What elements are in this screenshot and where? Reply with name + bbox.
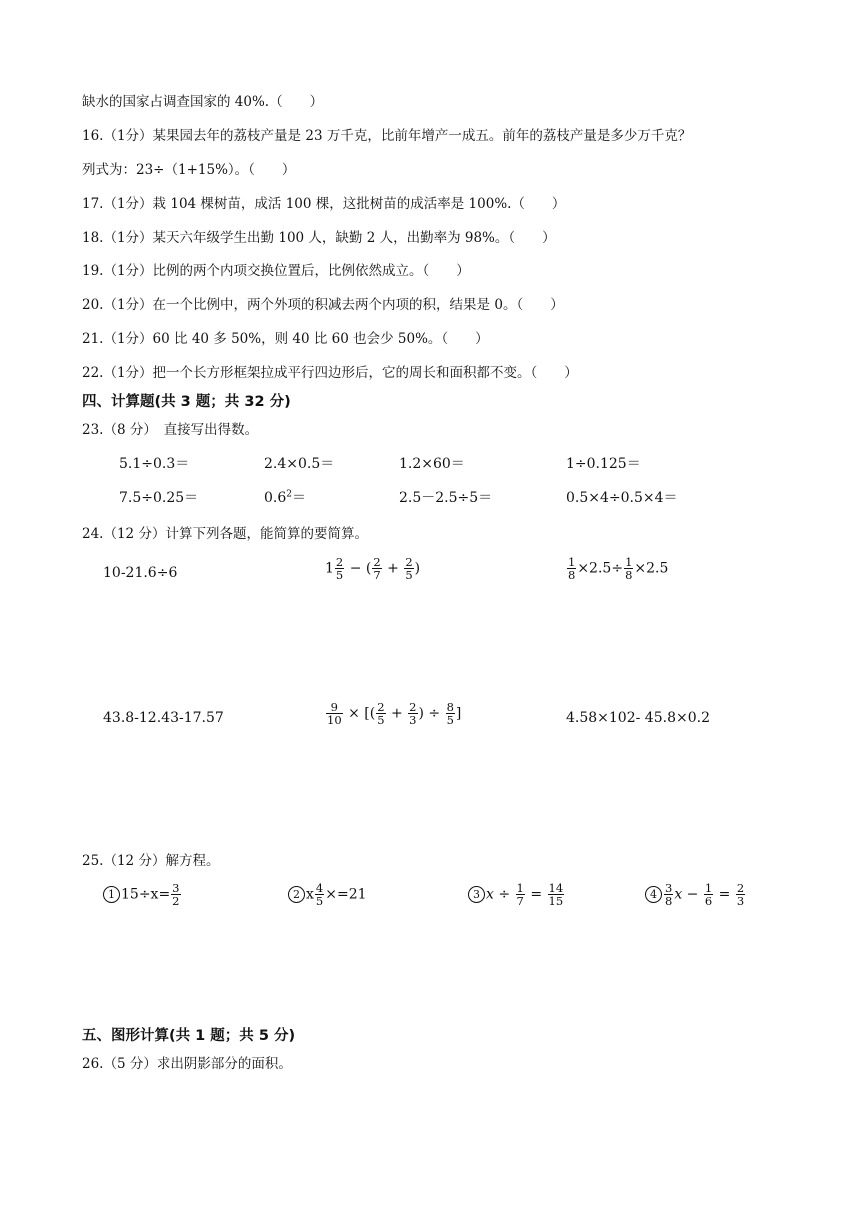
- question-16: 16.（1分）某果园去年的荔枝产量是 23 万千克，比前年增产一成五。前年的荔枝产量是多少万千克？: [82, 128, 692, 144]
- question-18: 18.（1分）某天六年级学生出勤 100 人，缺勤 2 人，出勤率为 98%。（ ）: [82, 230, 556, 246]
- q25-equation-1: 1 15÷x= $\frac{3}{2}$: [103, 882, 182, 907]
- question-22: 22.（1分）把一个长方形框架拉成平行四边形后，它的周长和面积都不变。（ ）: [82, 365, 578, 381]
- circled-number-2: 2: [288, 886, 305, 903]
- q23-item-7: 2.5－2.5÷5＝: [399, 490, 493, 506]
- question-16-formula: 列式为：23÷（1+15%）。（ ）: [82, 162, 296, 178]
- q24-expr-5: $\frac{9}{10}$ × [( $\frac{2}{5}$ + $\frac{2}{3}$ ) ÷ $\frac{8}{5}$ ]: [327, 700, 462, 728]
- question-21: 21.（1分）60 比 40 多 50%，则 40 比 60 也会少 50%。（ ）: [82, 331, 489, 347]
- q25-equation-3: 3 x ÷ $\frac{1}{7}$ = $\frac{14}{15}$: [468, 882, 565, 907]
- q24-expr-3: $\frac{1}{8}$ ×2.5÷ $\frac{1}{8}$ ×2.5: [568, 555, 669, 583]
- question-25-title: 25.（12 分）解方程。: [82, 853, 220, 869]
- question-23-title: 23.（8 分） 直接写出得数。: [82, 422, 259, 438]
- question-26: 26.（5 分）求出阴影部分的面积。: [82, 1056, 292, 1072]
- question-20: 20.（1分）在一个比例中，两个外项的积减去两个内项的积，结果是 0。（ ）: [82, 297, 564, 313]
- q24-expr-6: 4.58×102- 45.8×0.2: [566, 710, 710, 726]
- q25-equation-2: 2 x $\frac{4}{5}$ ×=21: [288, 882, 367, 907]
- section-5-heading: 五、图形计算(共 1 题；共 5 分): [82, 1028, 296, 1044]
- section-4-heading: 四、计算题(共 3 题；共 32 分): [82, 394, 291, 410]
- circled-number-3: 3: [468, 886, 485, 903]
- circled-number-1: 1: [103, 886, 120, 903]
- q24-expr-1: 10-21.6÷6: [103, 565, 178, 581]
- q23-item-5: 7.5÷0.25＝: [119, 490, 199, 506]
- q24-expr-2: 1 $\frac{2}{5}$ − ( $\frac{2}{7}$ + $\frac{2}{5}$ ): [325, 555, 421, 583]
- question-15-tail: 缺水的国家占调查国家的 40%.（ ）: [82, 94, 324, 110]
- circled-number-4: 4: [645, 886, 662, 903]
- q25-equation-4: 4 $\frac{3}{8}$ x − $\frac{1}{6}$ = $\frac{2}{3}$: [645, 882, 746, 907]
- question-19: 19.（1分）比例的两个内项交换位置后，比例依然成立。（ ）: [82, 263, 470, 279]
- q24-expr-4: 43.8-12.43-17.57: [103, 710, 224, 726]
- q23-item-8: 0.5×4÷0.5×4＝: [566, 490, 678, 506]
- q23-item-3: 1.2×60＝: [399, 456, 465, 472]
- q23-item-2: 2.4×0.5＝: [264, 456, 335, 472]
- question-17: 17.（1分）栽 104 棵树苗，成活 100 棵，这批树苗的成活率是 100%.（ ）: [82, 196, 566, 212]
- question-24-title: 24.（12 分）计算下列各题，能简算的要简算。: [82, 526, 368, 542]
- q23-item-4: 1÷0.125＝: [566, 456, 641, 472]
- q23-item-1: 5.1÷0.3＝: [119, 456, 190, 472]
- q23-item-6: $0.6^2=$: [264, 489, 306, 506]
